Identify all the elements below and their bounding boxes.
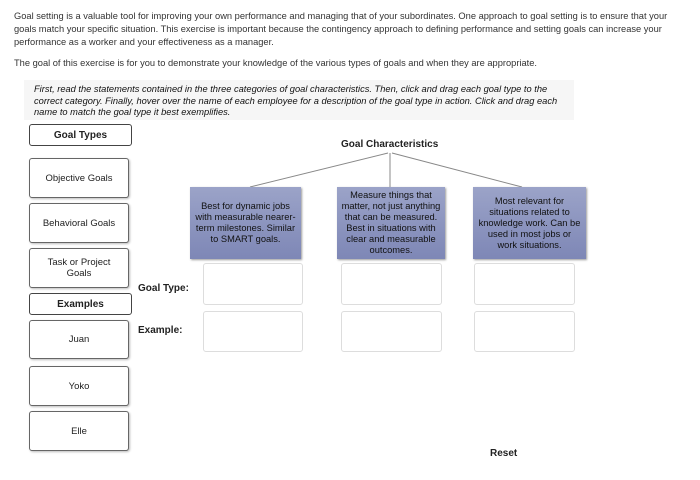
example-drop-zone-2[interactable] xyxy=(341,311,442,352)
draggable-task-project-goals[interactable]: Task or Project Goals xyxy=(29,248,129,288)
goal-characteristics-title: Goal Characteristics xyxy=(341,139,439,150)
goal-type-row-label: Goal Type: xyxy=(138,283,189,294)
example-drop-zone-3[interactable] xyxy=(474,311,575,352)
draggable-objective-goals[interactable]: Objective Goals xyxy=(29,158,129,198)
intro-paragraph: Goal setting is a valuable tool for improving your own performance and managing that of your subordinates. One approach to goal setting is to ensure that your goals match your specific situation. This exercise is important because the contingency approach to defining performance and setting goals can increase your performance as a worker and your effectiveness as a manager. xyxy=(14,11,668,47)
goal-type-drop-zone-2[interactable] xyxy=(341,263,442,305)
goal-type-drop-zone-3[interactable] xyxy=(474,263,575,305)
instructions: First, read the statements contained in the three categories of goal characteristics. Then, click and drag each goal type to the correct category. Finally, hover over the name of each employee for a description of the goal type in action. Click and drag each name to match the goal type it best exemplifies. xyxy=(24,80,574,120)
characteristic-card-1: Best for dynamic jobs with measurable nearer-term milestones. Similar to SMART goals. xyxy=(190,187,301,259)
goal-types-header: Goal Types xyxy=(29,124,132,146)
characteristic-card-2: Measure things that matter, not just anything that can be measured. Best in situations with clear and measurable outcomes. xyxy=(337,187,445,259)
characteristic-card-3: Most relevant for situations related to knowledge work. Can be used in most jobs or work situations. xyxy=(473,187,586,259)
draggable-juan[interactable]: Juan xyxy=(29,320,129,359)
goal-type-drop-zone-1[interactable] xyxy=(203,263,303,305)
reset-button[interactable]: Reset xyxy=(490,448,518,459)
example-row-label: Example: xyxy=(138,325,183,336)
draggable-behavioral-goals[interactable]: Behavioral Goals xyxy=(29,203,129,243)
draggable-elle[interactable]: Elle xyxy=(29,411,129,451)
intro-goal-paragraph: The goal of this exercise is for you to demonstrate your knowledge of the various types of goals and when they are appropriate. xyxy=(14,58,537,68)
draggable-yoko[interactable]: Yoko xyxy=(29,366,129,406)
examples-header: Examples xyxy=(29,293,132,315)
example-drop-zone-1[interactable] xyxy=(203,311,303,352)
